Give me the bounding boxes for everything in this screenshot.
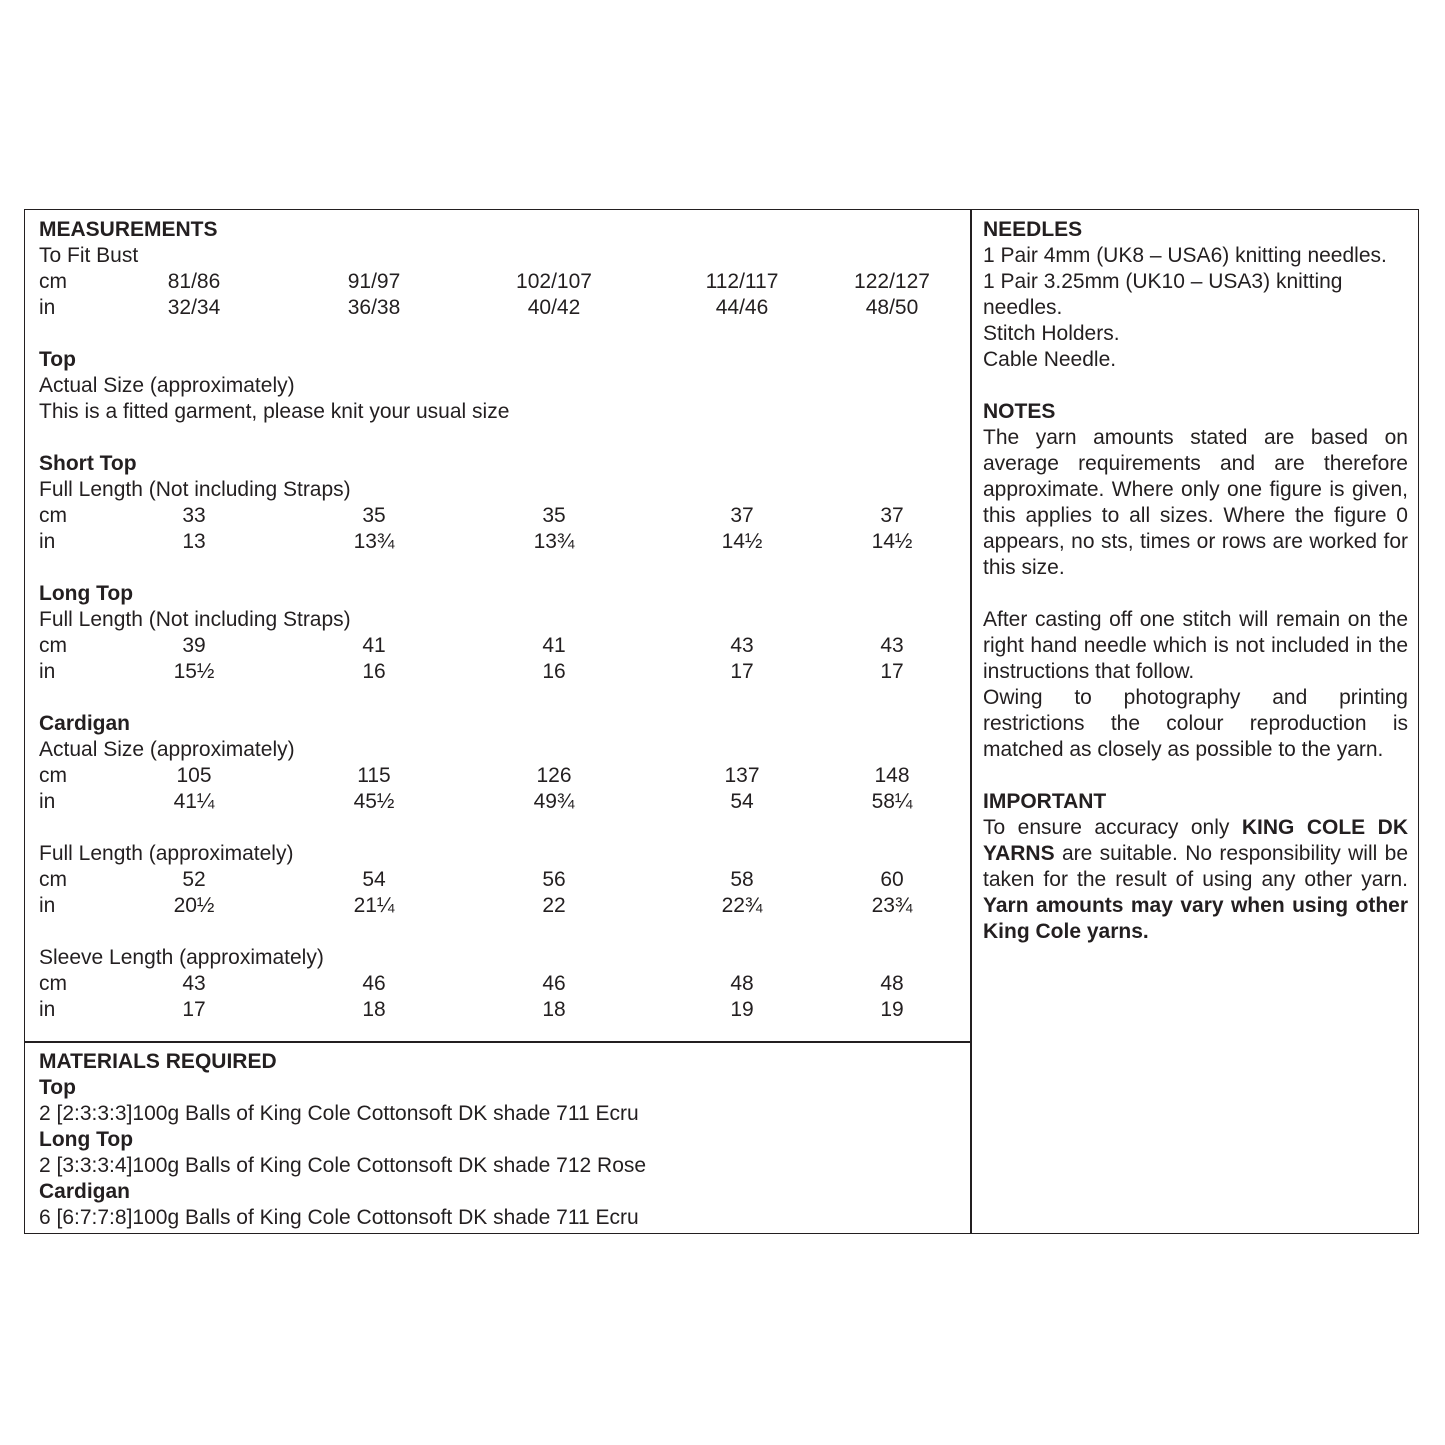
- value-cell: 58: [730, 868, 754, 891]
- value-cell: 13¾: [353, 530, 395, 553]
- material-item-text: 2 [3:3:3:4]100g Balls of King Cole Cottonsoft DK shade 712 Rose: [39, 1154, 647, 1177]
- top-fit-note: This is a fitted garment, please knit your usual size: [39, 400, 510, 423]
- value-cell: 41¼: [173, 790, 215, 813]
- material-item-text: 6 [6:7:7:8]100g Balls of King Cole Cottonsoft DK shade 711 Ecru: [39, 1206, 639, 1229]
- material-item-name: Long Top: [39, 1128, 134, 1151]
- cardigan-actual-label: Actual Size (approximately): [39, 738, 295, 761]
- short-top-in-row: [39, 529, 959, 555]
- short-top-label: Full Length (Not including Straps): [39, 478, 351, 501]
- value-cell: 20½: [173, 894, 215, 917]
- cardigan-heading: Cardigan: [39, 712, 131, 735]
- value-cell: 43: [880, 634, 904, 657]
- notes-heading: NOTES: [983, 400, 1056, 423]
- fit-bust-label: To Fit Bust: [39, 244, 139, 267]
- value-cell: 46: [542, 972, 566, 995]
- value-cell: 22: [542, 894, 566, 917]
- value-cell: 52: [182, 868, 206, 891]
- material-item-text: 2 [2:3:3:3]100g Balls of King Cole Cottonsoft DK shade 711 Ecru: [39, 1102, 639, 1125]
- value-cell: 102/107: [516, 270, 592, 293]
- material-item-name: Cardigan: [39, 1180, 131, 1203]
- materials-section: [39, 1049, 959, 1231]
- notes-paragraph: After casting off one stitch will remain on the right hand needle which is not included in the instructions that follow.: [983, 608, 1408, 683]
- short-top-heading: Short Top: [39, 452, 137, 475]
- unit-label: cm: [39, 972, 67, 995]
- long-top-heading: Long Top: [39, 582, 134, 605]
- cardigan-sleeve-in-row: [39, 997, 959, 1023]
- value-cell: 35: [542, 504, 566, 527]
- value-cell: 23¾: [871, 894, 913, 917]
- value-cell: 19: [730, 998, 754, 1021]
- value-cell: 137: [724, 764, 760, 787]
- cardigan-length-cm-row: [39, 867, 959, 893]
- value-cell: 43: [182, 972, 206, 995]
- value-cell: 122/127: [854, 270, 930, 293]
- value-cell: 33: [182, 504, 206, 527]
- value-cell: 36/38: [347, 296, 401, 319]
- value-cell: 17: [182, 998, 206, 1021]
- value-cell: 44/46: [715, 296, 769, 319]
- value-cell: 56: [542, 868, 566, 891]
- value-cell: 13: [182, 530, 206, 553]
- top-actual-label: Actual Size (approximately): [39, 374, 295, 397]
- value-cell: 46: [362, 972, 386, 995]
- measurements-section: [39, 217, 959, 1023]
- value-cell: 45½: [353, 790, 395, 813]
- top-heading: Top: [39, 348, 76, 371]
- unit-label: in: [39, 296, 56, 319]
- fit-bust-in-row: [39, 295, 959, 321]
- value-cell: 14½: [721, 530, 763, 553]
- fit-bust-cm-row: [39, 269, 959, 295]
- material-item-name: Top: [39, 1076, 76, 1099]
- value-cell: 17: [880, 660, 904, 683]
- value-cell: 35: [362, 504, 386, 527]
- important-heading: IMPORTANT: [983, 790, 1107, 813]
- cardigan-length-label: Full Length (approximately): [39, 842, 294, 865]
- unit-label: cm: [39, 868, 67, 891]
- value-cell: 22¾: [721, 894, 763, 917]
- short-top-cm-row: [39, 503, 959, 529]
- cardigan-sleeve-label: Sleeve Length (approximately): [39, 946, 324, 969]
- value-cell: 112/117: [705, 270, 779, 293]
- value-cell: 43: [730, 634, 754, 657]
- needles-heading: NEEDLES: [983, 218, 1083, 241]
- value-cell: 19: [880, 998, 904, 1021]
- long-top-label: Full Length (Not including Straps): [39, 608, 351, 631]
- needles-line: Stitch Holders.: [983, 322, 1120, 345]
- unit-label: in: [39, 894, 56, 917]
- value-cell: 48: [880, 972, 904, 995]
- value-cell: 60: [880, 868, 904, 891]
- unit-label: in: [39, 660, 56, 683]
- notes-paragraph: The yarn amounts stated are based on average requirements and are therefore approximate. Where only one figure is given, this applies to all sizes. Where the figure 0 appears, no sts, times or rows are worked for this size.: [983, 426, 1408, 579]
- value-cell: 41: [362, 634, 386, 657]
- column-divider: [970, 209, 972, 1234]
- value-cell: 18: [362, 998, 386, 1021]
- important-bold: Yarn amounts may vary when using other King Cole yarns.: [983, 894, 1408, 943]
- value-cell: 37: [880, 504, 904, 527]
- unit-label: in: [39, 998, 56, 1021]
- materials-heading: MATERIALS REQUIRED: [39, 1050, 277, 1073]
- value-cell: 21¼: [353, 894, 395, 917]
- value-cell: 48: [730, 972, 754, 995]
- unit-label: cm: [39, 504, 67, 527]
- unit-label: in: [39, 530, 56, 553]
- value-cell: 105: [176, 764, 212, 787]
- important-text: To ensure accuracy only: [983, 816, 1242, 839]
- cardigan-length-in-row: [39, 893, 959, 919]
- cardigan-actual-cm-row: [39, 763, 959, 789]
- unit-label: in: [39, 790, 56, 813]
- long-top-cm-row: [39, 633, 959, 659]
- measurements-heading: MEASUREMENTS: [39, 218, 218, 241]
- important-paragraph: [983, 815, 1408, 945]
- value-cell: 14½: [871, 530, 913, 553]
- unit-label: cm: [39, 270, 67, 293]
- value-cell: 115: [357, 764, 391, 787]
- value-cell: 18: [542, 998, 566, 1021]
- important-bold: KING COLE DK YARNS: [983, 816, 1408, 865]
- unit-label: cm: [39, 764, 67, 787]
- value-cell: 17: [730, 660, 754, 683]
- value-cell: 91/97: [347, 270, 401, 293]
- value-cell: 48/50: [865, 296, 919, 319]
- value-cell: 15½: [173, 660, 215, 683]
- value-cell: 148: [874, 764, 910, 787]
- value-cell: 41: [542, 634, 566, 657]
- important-text: are suitable. No responsibility will be taken for the result of using any other yarn.: [983, 842, 1408, 891]
- value-cell: 16: [542, 660, 566, 683]
- value-cell: 81/86: [167, 270, 221, 293]
- section-divider: [24, 1041, 971, 1043]
- value-cell: 37: [730, 504, 754, 527]
- needles-line: Cable Needle.: [983, 348, 1117, 371]
- value-cell: 54: [730, 790, 754, 813]
- value-cell: 126: [536, 764, 572, 787]
- needles-line: 1 Pair 3.25mm (UK10 – USA3) knitting needles.: [983, 270, 1343, 319]
- right-column: [983, 217, 1408, 945]
- value-cell: 49¾: [533, 790, 575, 813]
- notes-paragraph: Owing to photography and printing restrictions the colour reproduction is matched as closely as possible to the yarn.: [983, 686, 1408, 761]
- value-cell: 40/42: [527, 296, 581, 319]
- value-cell: 13¾: [533, 530, 575, 553]
- cardigan-sleeve-cm-row: [39, 971, 959, 997]
- value-cell: 16: [362, 660, 386, 683]
- value-cell: 32/34: [167, 296, 221, 319]
- value-cell: 54: [362, 868, 386, 891]
- cardigan-actual-in-row: [39, 789, 959, 815]
- value-cell: 39: [182, 634, 206, 657]
- unit-label: cm: [39, 634, 67, 657]
- value-cell: 58¼: [871, 790, 913, 813]
- needles-line: 1 Pair 4mm (UK8 – USA6) knitting needles.: [983, 244, 1387, 267]
- long-top-in-row: [39, 659, 959, 685]
